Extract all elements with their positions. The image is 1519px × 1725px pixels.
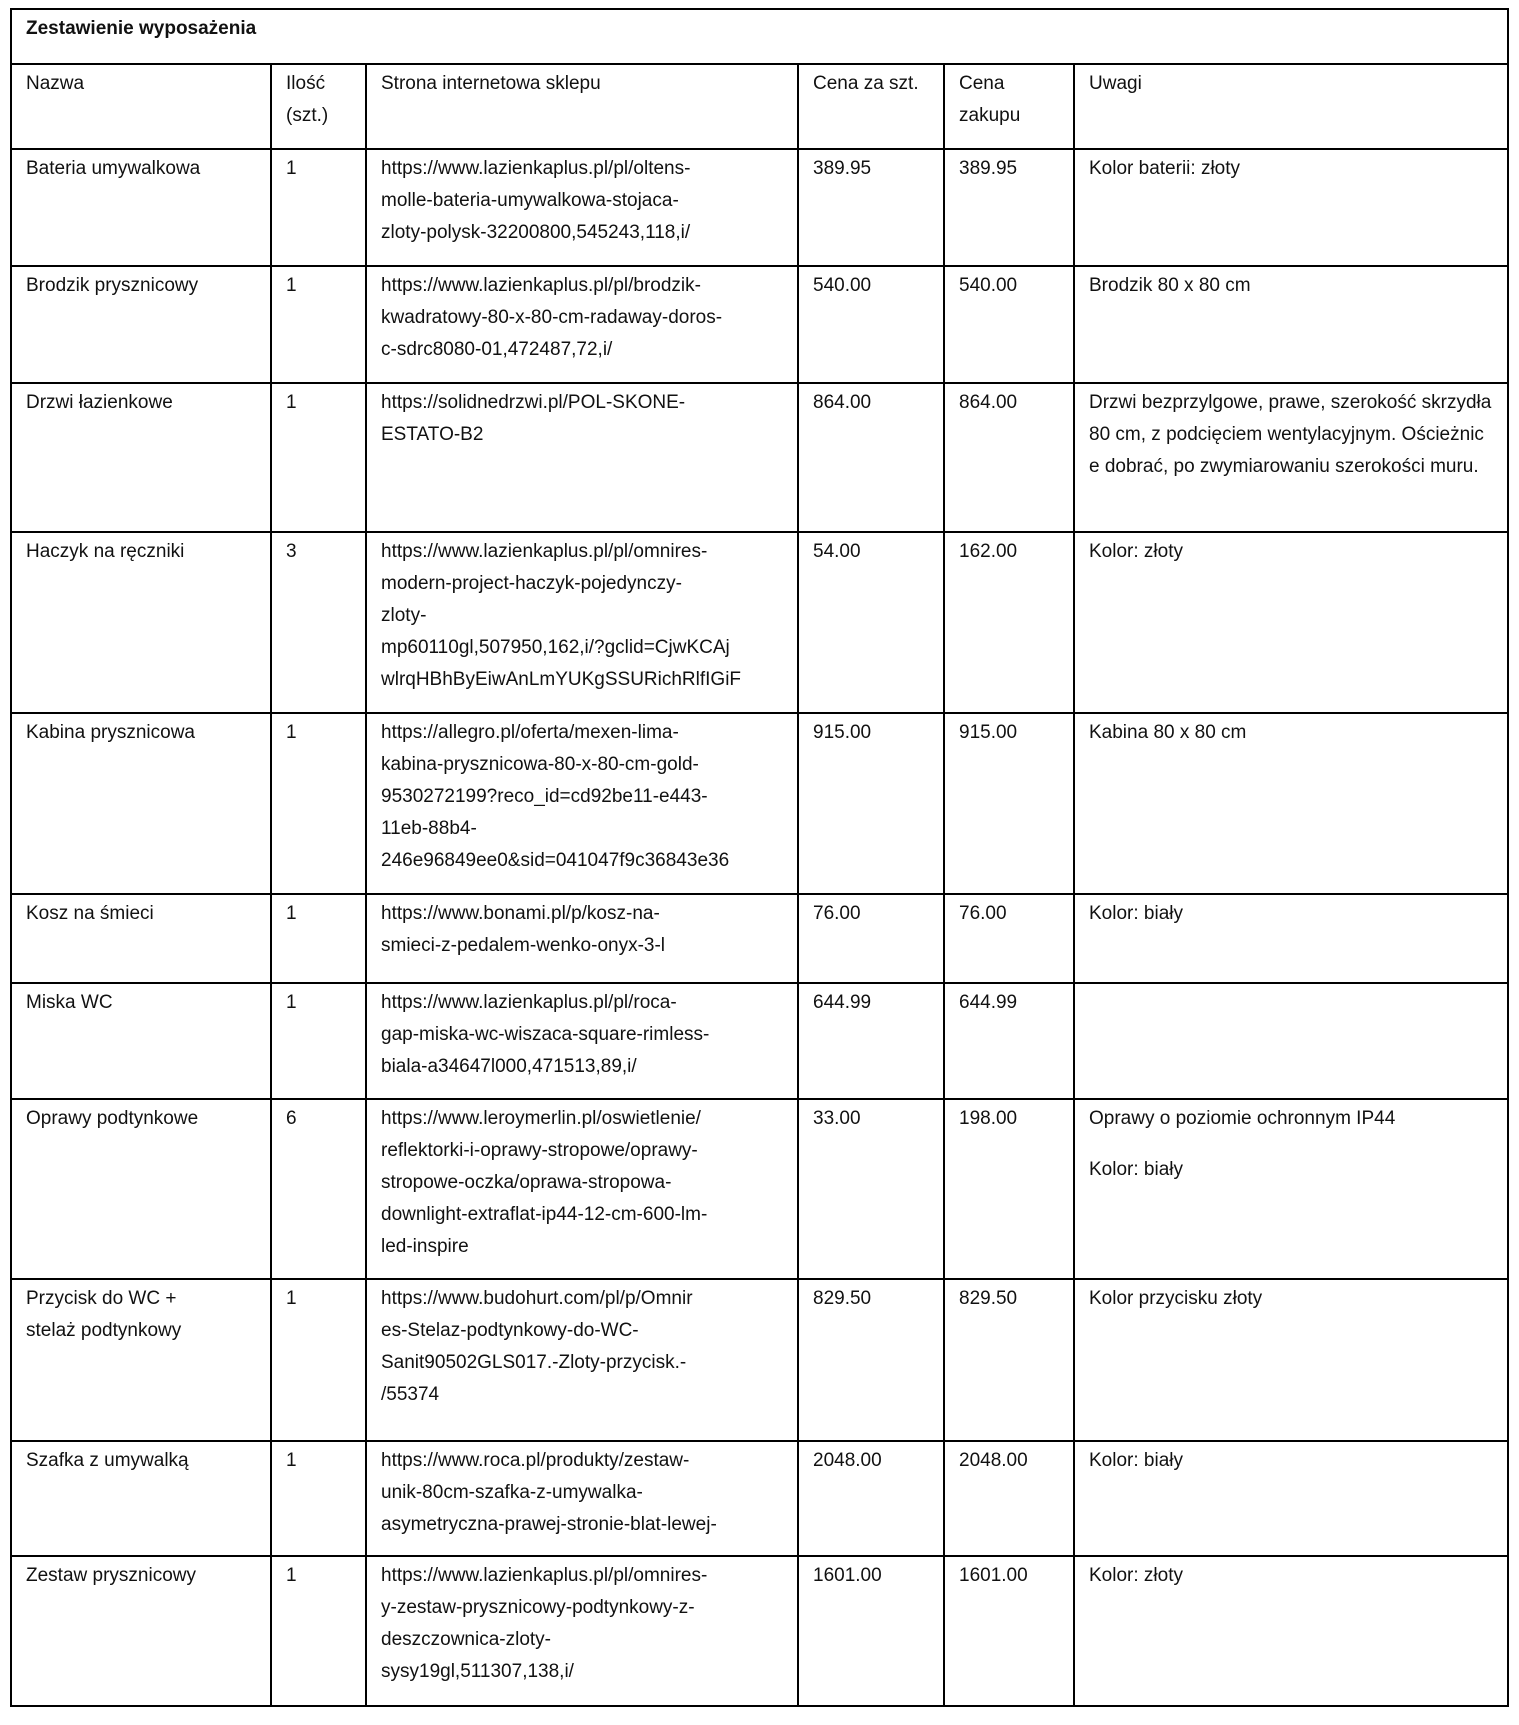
shop-link[interactable]: y-zestaw-prysznicowy-podtynkowy-z- (381, 1597, 695, 1618)
item-name: Kosz na śmieci (26, 903, 154, 924)
header-purchase-price-line: zakupu (959, 105, 1021, 126)
shop-link[interactable]: wlrqHBhByEiwAnLmYUKgSSURichRlfIGiF (381, 669, 742, 690)
shop-link[interactable]: https://www.bonami.pl/p/kosz-na- (381, 903, 660, 924)
unit-price-cell: 540.00 (798, 266, 944, 383)
purchase-price-cell: 915.00 (944, 713, 1074, 894)
notes-cell (1074, 266, 1508, 383)
item-name-cell (11, 713, 271, 894)
shop-link[interactable]: https://www.lazienkaplus.pl/pl/oltens- (381, 158, 691, 179)
unit-price-cell: 33.00 (798, 1099, 944, 1279)
shop-link-cell[interactable] (366, 532, 798, 713)
shop-link[interactable]: 11eb-88b4- (381, 818, 477, 839)
item-name: Drzwi łazienkowe (26, 392, 173, 413)
quantity-cell: 1 (271, 1556, 366, 1706)
shop-link[interactable]: https://www.lazienkaplus.pl/pl/roca- (381, 992, 677, 1013)
note-text: Oprawy o poziomie ochronnym IP44 (1089, 1108, 1396, 1129)
unit-price-cell: 1601.00 (798, 1556, 944, 1706)
shop-link[interactable]: 246e96849ee0&sid=041047f9c36843e36 (381, 850, 730, 871)
header-quantity (271, 64, 366, 149)
header-name: Nazwa (11, 64, 271, 149)
item-name: Szafka z umywalką (26, 1450, 189, 1471)
table-row (11, 894, 1508, 983)
quantity-cell: 1 (271, 713, 366, 894)
shop-link[interactable]: zloty- (381, 605, 427, 626)
item-name: Miska WC (26, 992, 113, 1013)
item-name-cell (11, 149, 271, 266)
unit-price-cell: 829.50 (798, 1279, 944, 1441)
shop-link-cell[interactable] (366, 1556, 798, 1706)
table-row (11, 1556, 1508, 1706)
table-row (11, 266, 1508, 383)
note-text: Kabina 80 x 80 cm (1089, 722, 1247, 743)
item-name-cell (11, 532, 271, 713)
unit-price-cell: 644.99 (798, 983, 944, 1099)
unit-price-cell: 864.00 (798, 383, 944, 532)
table-row (11, 1441, 1508, 1556)
table-row (11, 713, 1508, 894)
purchase-price-cell: 644.99 (944, 983, 1074, 1099)
purchase-price-cell: 2048.00 (944, 1441, 1074, 1556)
item-name-cell (11, 383, 271, 532)
shop-link[interactable]: mp60110gl,507950,162,i/?gclid=CjwKCAj (381, 637, 730, 658)
shop-link[interactable]: /55374 (381, 1384, 440, 1405)
shop-link-cell[interactable] (366, 1279, 798, 1441)
table-row (11, 149, 1508, 266)
shop-link[interactable]: asymetryczna-prawej-stronie-blat-lewej- (381, 1514, 717, 1535)
item-name: Kabina prysznicowa (26, 722, 195, 743)
shop-link[interactable]: https://www.lazienkaplus.pl/pl/omnires- (381, 1565, 708, 1586)
shop-link[interactable]: kwadratowy-80-x-80-cm-radaway-doros- (381, 307, 723, 328)
item-name: Haczyk na ręczniki (26, 541, 185, 562)
shop-link[interactable]: kabina-prysznicowa-80-x-80-cm-gold- (381, 754, 699, 775)
shop-link[interactable]: https://www.roca.pl/produkty/zestaw- (381, 1450, 690, 1471)
item-name: Bateria umywalkowa (26, 158, 201, 179)
item-name-cell (11, 1279, 271, 1441)
shop-link[interactable]: deszczownica-zloty- (381, 1629, 551, 1650)
shop-link-cell[interactable] (366, 1099, 798, 1279)
shop-link[interactable]: sysy19gl,511307,138,i/ (381, 1661, 574, 1682)
purchase-price-cell: 162.00 (944, 532, 1074, 713)
note-text: Kolor przycisku złoty (1089, 1288, 1263, 1309)
shop-link[interactable]: Sanit90502GLS017.-Zloty-przycisk.- (381, 1352, 687, 1373)
shop-link[interactable]: molle-bateria-umywalkowa-stojaca- (381, 190, 679, 211)
shop-link[interactable]: https://www.leroymerlin.pl/oswietlenie/ (381, 1108, 701, 1129)
purchase-price-cell: 389.95 (944, 149, 1074, 266)
item-name-cell (11, 1556, 271, 1706)
purchase-price-cell: 76.00 (944, 894, 1074, 983)
shop-link[interactable]: https://allegro.pl/oferta/mexen-lima- (381, 722, 679, 743)
item-name-cell (11, 1099, 271, 1279)
shop-link[interactable]: smieci-z-pedalem-wenko-onyx-3-l (381, 935, 666, 956)
shop-link-cell[interactable] (366, 894, 798, 983)
shop-link[interactable]: zloty-polysk-32200800,545243,118,i/ (381, 222, 691, 243)
shop-link-cell[interactable] (366, 713, 798, 894)
shop-link[interactable]: https://solidnedrzwi.pl/POL-SKONE- (381, 392, 686, 413)
unit-price-cell: 389.95 (798, 149, 944, 266)
table-row (11, 532, 1508, 713)
shop-link-cell[interactable] (366, 983, 798, 1099)
note-text: Kolor baterii: złoty (1089, 158, 1241, 179)
header-purchase-price (944, 64, 1074, 149)
item-name-cell (11, 1441, 271, 1556)
shop-link-cell[interactable] (366, 266, 798, 383)
note-text: Drzwi bezprzylgowe, prawe, szerokość skrzydła 80 cm, z podcięciem wentylacyjnym. Ościeżnice dobrać, po zwymiarowaniu szerokości muru. (1089, 392, 1492, 477)
note-text: Kolor: biały (1089, 1159, 1183, 1180)
item-name: Przycisk do WC + (26, 1288, 177, 1309)
shop-link[interactable]: 9530272199?reco_id=cd92be11-e443- (381, 786, 708, 807)
note-text: Kolor: złoty (1089, 1565, 1183, 1586)
item-name: stelaż podtynkowy (26, 1320, 182, 1341)
notes-cell (1074, 1279, 1508, 1441)
shop-link[interactable]: modern-project-haczyk-pojedynczy- (381, 573, 682, 594)
unit-price-cell: 54.00 (798, 532, 944, 713)
header-purchase-price-line: Cena (959, 73, 1005, 94)
shop-link[interactable]: downlight-extraflat-ip44-12-cm-600-lm- (381, 1204, 708, 1225)
item-name: Oprawy podtynkowe (26, 1108, 199, 1129)
shop-link[interactable]: es-Stelaz-podtynkowy-do-WC- (381, 1320, 639, 1341)
purchase-price-cell: 198.00 (944, 1099, 1074, 1279)
shop-link[interactable]: gap-miska-wc-wiszaca-square-rimless- (381, 1024, 710, 1045)
header-shop-url: Strona internetowa sklepu (366, 64, 798, 149)
notes-cell (1074, 383, 1508, 532)
quantity-cell: 1 (271, 266, 366, 383)
table-row (11, 383, 1508, 532)
purchase-price-cell: 829.50 (944, 1279, 1074, 1441)
shop-link[interactable]: c-sdrc8080-01,472487,72,i/ (381, 339, 613, 360)
purchase-price-cell: 864.00 (944, 383, 1074, 532)
note-text: Kolor: biały (1089, 1450, 1183, 1471)
note-text: Brodzik 80 x 80 cm (1089, 275, 1251, 296)
notes-cell (1074, 1099, 1508, 1279)
quantity-cell: 1 (271, 1441, 366, 1556)
item-name-cell (11, 266, 271, 383)
purchase-price-cell: 1601.00 (944, 1556, 1074, 1706)
quantity-cell: 1 (271, 149, 366, 266)
shop-link[interactable]: https://www.lazienkaplus.pl/pl/brodzik- (381, 275, 701, 296)
item-name-cell (11, 983, 271, 1099)
shop-link[interactable]: reflektorki-i-oprawy-stropowe/oprawy- (381, 1140, 698, 1161)
notes-cell (1074, 1556, 1508, 1706)
shop-link[interactable]: ESTATO-B2 (381, 424, 484, 445)
shop-link[interactable]: https://www.lazienkaplus.pl/pl/omnires- (381, 541, 708, 562)
quantity-cell: 6 (271, 1099, 366, 1279)
notes-cell (1074, 532, 1508, 713)
header-quantity-line: Ilość (286, 73, 326, 94)
shop-link[interactable]: stropowe-oczka/oprawa-stropowa- (381, 1172, 672, 1193)
unit-price-cell: 915.00 (798, 713, 944, 894)
item-name: Zestaw prysznicowy (26, 1565, 196, 1586)
quantity-cell: 1 (271, 894, 366, 983)
item-name-cell (11, 894, 271, 983)
shop-link-cell[interactable] (366, 1441, 798, 1556)
equipment-table (10, 8, 1509, 1707)
table-row (11, 983, 1508, 1099)
header-unit-price: Cena za szt. (798, 64, 944, 149)
table-title: Zestawienie wyposażenia (11, 9, 1508, 64)
purchase-price-cell: 540.00 (944, 266, 1074, 383)
notes-cell (1074, 894, 1508, 983)
shop-link-cell[interactable] (366, 383, 798, 532)
unit-price-cell: 2048.00 (798, 1441, 944, 1556)
quantity-cell: 3 (271, 532, 366, 713)
shop-link[interactable]: unik-80cm-szafka-z-umywalka- (381, 1482, 643, 1503)
header-quantity-unit: (szt.) (286, 105, 329, 126)
note-text: Kolor: biały (1089, 903, 1183, 924)
table-row (11, 1099, 1508, 1279)
shop-link-cell[interactable] (366, 149, 798, 266)
item-name: Brodzik prysznicowy (26, 275, 199, 296)
shop-link[interactable]: biala-a34647l000,471513,89,i/ (381, 1056, 637, 1077)
notes-cell (1074, 983, 1508, 1099)
shop-link[interactable]: https://www.budohurt.com/pl/p/Omnir (381, 1288, 693, 1309)
header-row (11, 64, 1508, 149)
header-notes: Uwagi (1074, 64, 1508, 149)
notes-cell (1074, 149, 1508, 266)
unit-price-cell: 76.00 (798, 894, 944, 983)
notes-cell (1074, 1441, 1508, 1556)
notes-cell (1074, 713, 1508, 894)
quantity-cell: 1 (271, 983, 366, 1099)
table-row (11, 1279, 1508, 1441)
quantity-cell: 1 (271, 383, 366, 532)
shop-link[interactable]: led-inspire (381, 1236, 469, 1257)
quantity-cell: 1 (271, 1279, 366, 1441)
note-text: Kolor: złoty (1089, 541, 1183, 562)
